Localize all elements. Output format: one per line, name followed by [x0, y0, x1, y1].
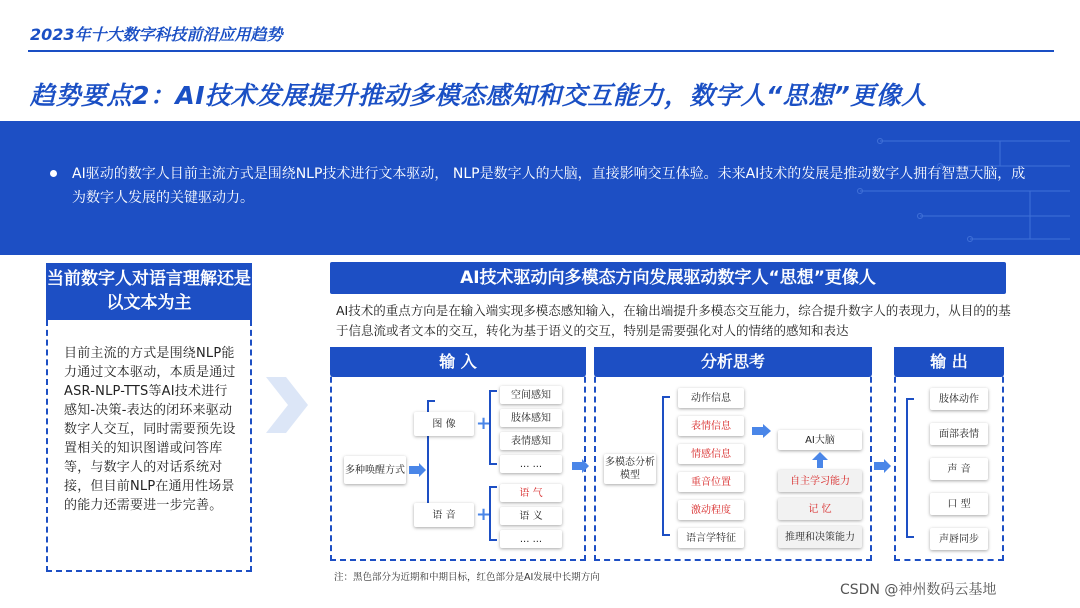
input-panel-header: 输 入	[330, 347, 586, 377]
image-bracket	[489, 390, 497, 465]
output-item: 声唇同步	[930, 528, 988, 550]
analysis-item: 情感信息	[678, 444, 744, 464]
analysis-bracket	[662, 396, 670, 536]
image-item: 表情感知	[500, 432, 562, 450]
bullet-dot	[50, 170, 57, 177]
voice-item: ... ...	[500, 530, 562, 548]
voice-node: 语 音	[414, 503, 474, 527]
summary-text: AI驱动的数字人目前主流方式是围绕NLP技术进行文本驱动， NLP是数字人的大脑，直接影响交互体验。未来AI技术的发展是推动数字人拥有智慧大脑，成为数字人发展的关键驱动力。	[72, 166, 1026, 206]
output-item: 面部表情	[930, 423, 988, 445]
image-item: ... ...	[500, 455, 562, 473]
footnote: 注：黑色部分为近期和中期目标，红色部分是AI发展中长期方向	[334, 572, 600, 583]
right-card-title: AI技术驱动向多模态方向发展驱动数字人“思想”更像人	[330, 262, 1006, 294]
plus-icon: +	[476, 504, 492, 525]
right-card-description: AI技术的重点方向是在输入端实现多模态感知输入，在输出端提升多模态交互能力，综合提升数字人的表现力，从目的的基于信息流或者文本的交互，转化为基于语义的交互，特别是需要强化对人的情绪的感知和表达	[336, 303, 1011, 338]
ability-node: 自主学习能力	[778, 470, 862, 492]
plus-icon: +	[476, 413, 492, 434]
report-title: 2023年十大数字科技前沿应用趋势	[30, 25, 283, 44]
output-item: 声 音	[930, 458, 988, 480]
ability-node: 推理和决策能力	[778, 526, 862, 548]
output-item: 肢体动作	[930, 388, 988, 410]
arrow-up-icon	[812, 452, 828, 468]
output-item: 口 型	[930, 493, 988, 515]
arrow-right-icon	[752, 424, 772, 438]
left-card-body: 目前主流的方式是围绕NLP能力通过文本驱动，本质是通过ASR-NLP-TTS等AI技术进行感知-决策-表达的闭环来驱动数字人交互，同时需要预先设置相关的知识图谱或问答库等，与数字人的对话系统对接，但目前NLP在通用性场景的能力还需要进一步完善。	[64, 346, 236, 513]
ability-node: 记 忆	[778, 498, 862, 520]
analysis-item: 语言学特征	[678, 528, 744, 548]
analysis-item: 表情信息	[678, 416, 744, 436]
page-headline: 趋势要点2：AI技术发展提升推动多模态感知和交互能力，数字人“思想”更像人	[30, 81, 927, 110]
wake-methods-node: 多种唤醒方式	[344, 456, 406, 484]
image-item: 空间感知	[500, 386, 562, 404]
image-node: 图 像	[414, 412, 474, 436]
analysis-panel-header: 分析思考	[594, 347, 872, 377]
voice-item: 语 气	[500, 484, 562, 502]
voice-item: 语 义	[500, 507, 562, 525]
analysis-item: 重音位置	[678, 472, 744, 492]
arrow-right-icon	[572, 459, 590, 473]
output-panel-header: 输 出	[894, 347, 1004, 377]
header-divider	[28, 50, 1054, 52]
input-panel	[330, 347, 586, 561]
output-bracket	[906, 398, 914, 538]
chevron-right-icon	[262, 375, 312, 435]
multimodal-model-node: 多模态分析模型	[604, 454, 656, 484]
left-card-title: 当前数字人对语言理解还是以文本为主	[46, 263, 252, 320]
analysis-item: 激动程度	[678, 500, 744, 520]
watermark: CSDN @神州数码云基地	[840, 582, 997, 598]
image-item: 肢体感知	[500, 409, 562, 427]
arrow-right-icon	[874, 459, 892, 473]
arrow-right-icon	[409, 463, 427, 477]
voice-bracket	[489, 486, 497, 541]
ai-brain-node: AI大脑	[778, 430, 862, 450]
analysis-item: 动作信息	[678, 388, 744, 408]
